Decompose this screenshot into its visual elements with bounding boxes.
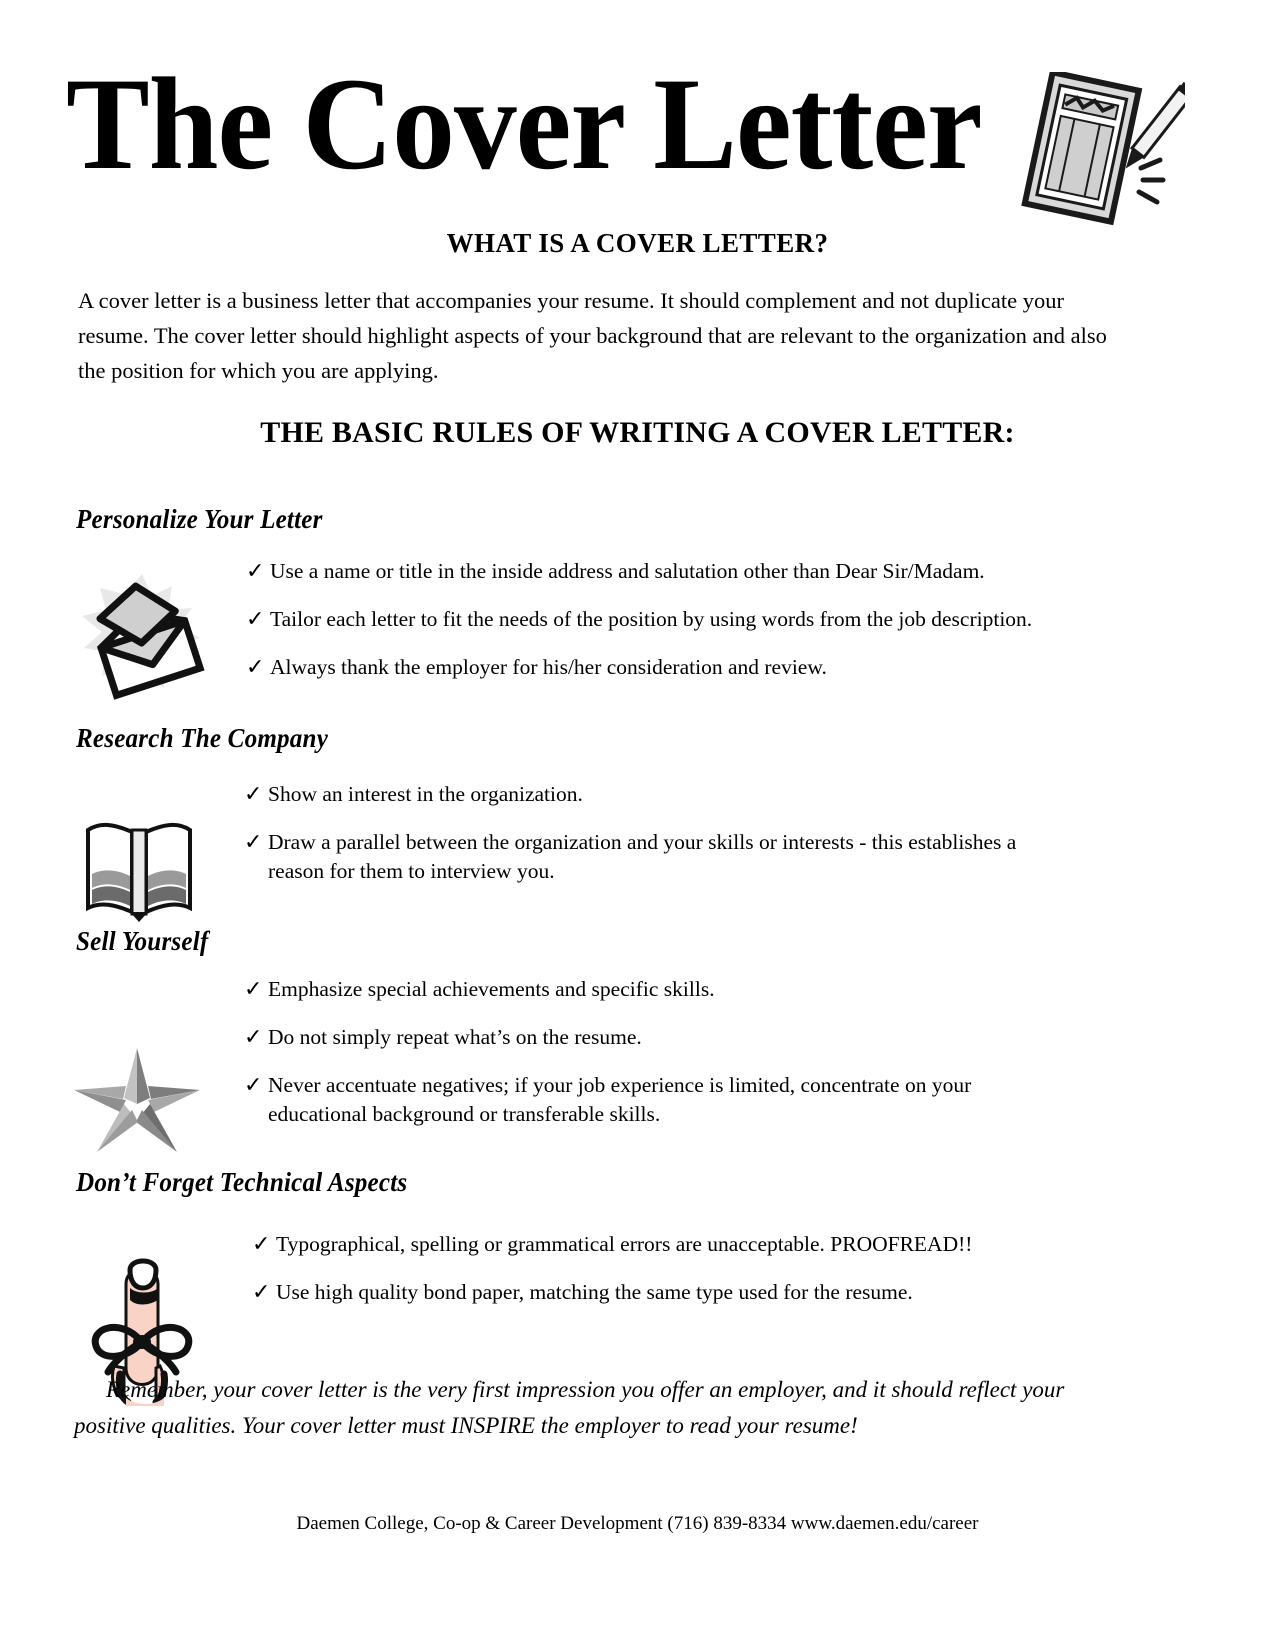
bullet-list-research [244, 780, 1034, 905]
check-icon: ✓ [246, 607, 265, 632]
list-item-text: Tailor each letter to fit the needs of the position by using words from the job description. [270, 607, 1033, 631]
closing-paragraph [74, 1372, 1134, 1444]
check-icon: ✓ [244, 782, 263, 807]
list-item [246, 653, 1136, 682]
list-item [244, 1023, 1074, 1052]
check-icon: ✓ [244, 830, 263, 855]
list-item [252, 1278, 1082, 1307]
check-icon: ✓ [244, 977, 263, 1002]
list-item-text: Do not simply repeat what’s on the resume. [268, 1025, 642, 1049]
envelope-starburst-icon [80, 572, 210, 700]
section-heading-research: Research The Company [76, 723, 329, 753]
bullet-list-technical [252, 1230, 1082, 1326]
list-item-text: Always thank the employer for his/her consideration and review. [270, 655, 827, 679]
intro-paragraph: A cover letter is a business letter that accompanies your resume. It should complement and not duplicate your resume. The cover letter should highlight aspects of your background that are relevant to the organization and also the position for which you are applying. [78, 288, 1107, 383]
bullet-list-personalize [246, 557, 1136, 701]
check-icon: ✓ [252, 1280, 271, 1305]
list-item [244, 828, 1034, 886]
footer: Daemen College, Co-op & Career Development (716) 839-8334 www.daemen.edu/career [296, 1513, 979, 1534]
check-icon: ✓ [246, 655, 265, 680]
list-item-text: Draw a parallel between the organization and your skills or interests - this establishes a reason for them to interview you. [268, 830, 1017, 883]
closing-text: Remember, your cover letter is the very first impression you offer an employer, and it should reflect your positive qualities. Your cover letter must INSPIRE the employer to read your resume! [74, 1377, 1065, 1438]
list-item-text: Use a name or title in the inside address and salutation other than Dear Sir/Madam. [270, 559, 985, 583]
list-item [244, 780, 1034, 809]
section-heading-technical: Don’t Forget Technical Aspects [76, 1167, 408, 1197]
bullet-list-sell [244, 975, 1074, 1148]
list-item [244, 975, 1074, 1004]
document-pencil-icon [1015, 72, 1185, 247]
check-icon: ✓ [252, 1232, 271, 1257]
open-book-icon [80, 812, 198, 922]
page-title: The Cover Letter [66, 50, 982, 197]
list-item-text: Show an interest in the organization. [268, 782, 583, 806]
list-item [246, 605, 1136, 634]
section-heading-what-is: WHAT IS A COVER LETTER? [446, 228, 829, 258]
list-item-text: Never accentuate negatives; if your job experience is limited, concentrate on your educational background or transferable skills. [268, 1073, 972, 1126]
list-item-text: Use high quality bond paper, matching the same type used for the resume. [276, 1280, 913, 1304]
list-item [244, 1071, 1074, 1129]
section-heading-sell: Sell Yourself [76, 926, 209, 956]
list-item [246, 557, 1136, 586]
star-icon [72, 1042, 202, 1154]
check-icon: ✓ [246, 559, 265, 584]
list-item-text: Emphasize special achievements and specific skills. [268, 977, 715, 1001]
list-item-text: Typographical, spelling or grammatical errors are unacceptable. PROOFREAD!! [276, 1232, 973, 1256]
section-heading-personalize: Personalize Your Letter [76, 504, 323, 534]
check-icon: ✓ [244, 1073, 263, 1098]
list-item [252, 1230, 1082, 1259]
check-icon: ✓ [244, 1025, 263, 1050]
section-heading-basic-rules: THE BASIC RULES OF WRITING A COVER LETTER: [260, 416, 1015, 449]
